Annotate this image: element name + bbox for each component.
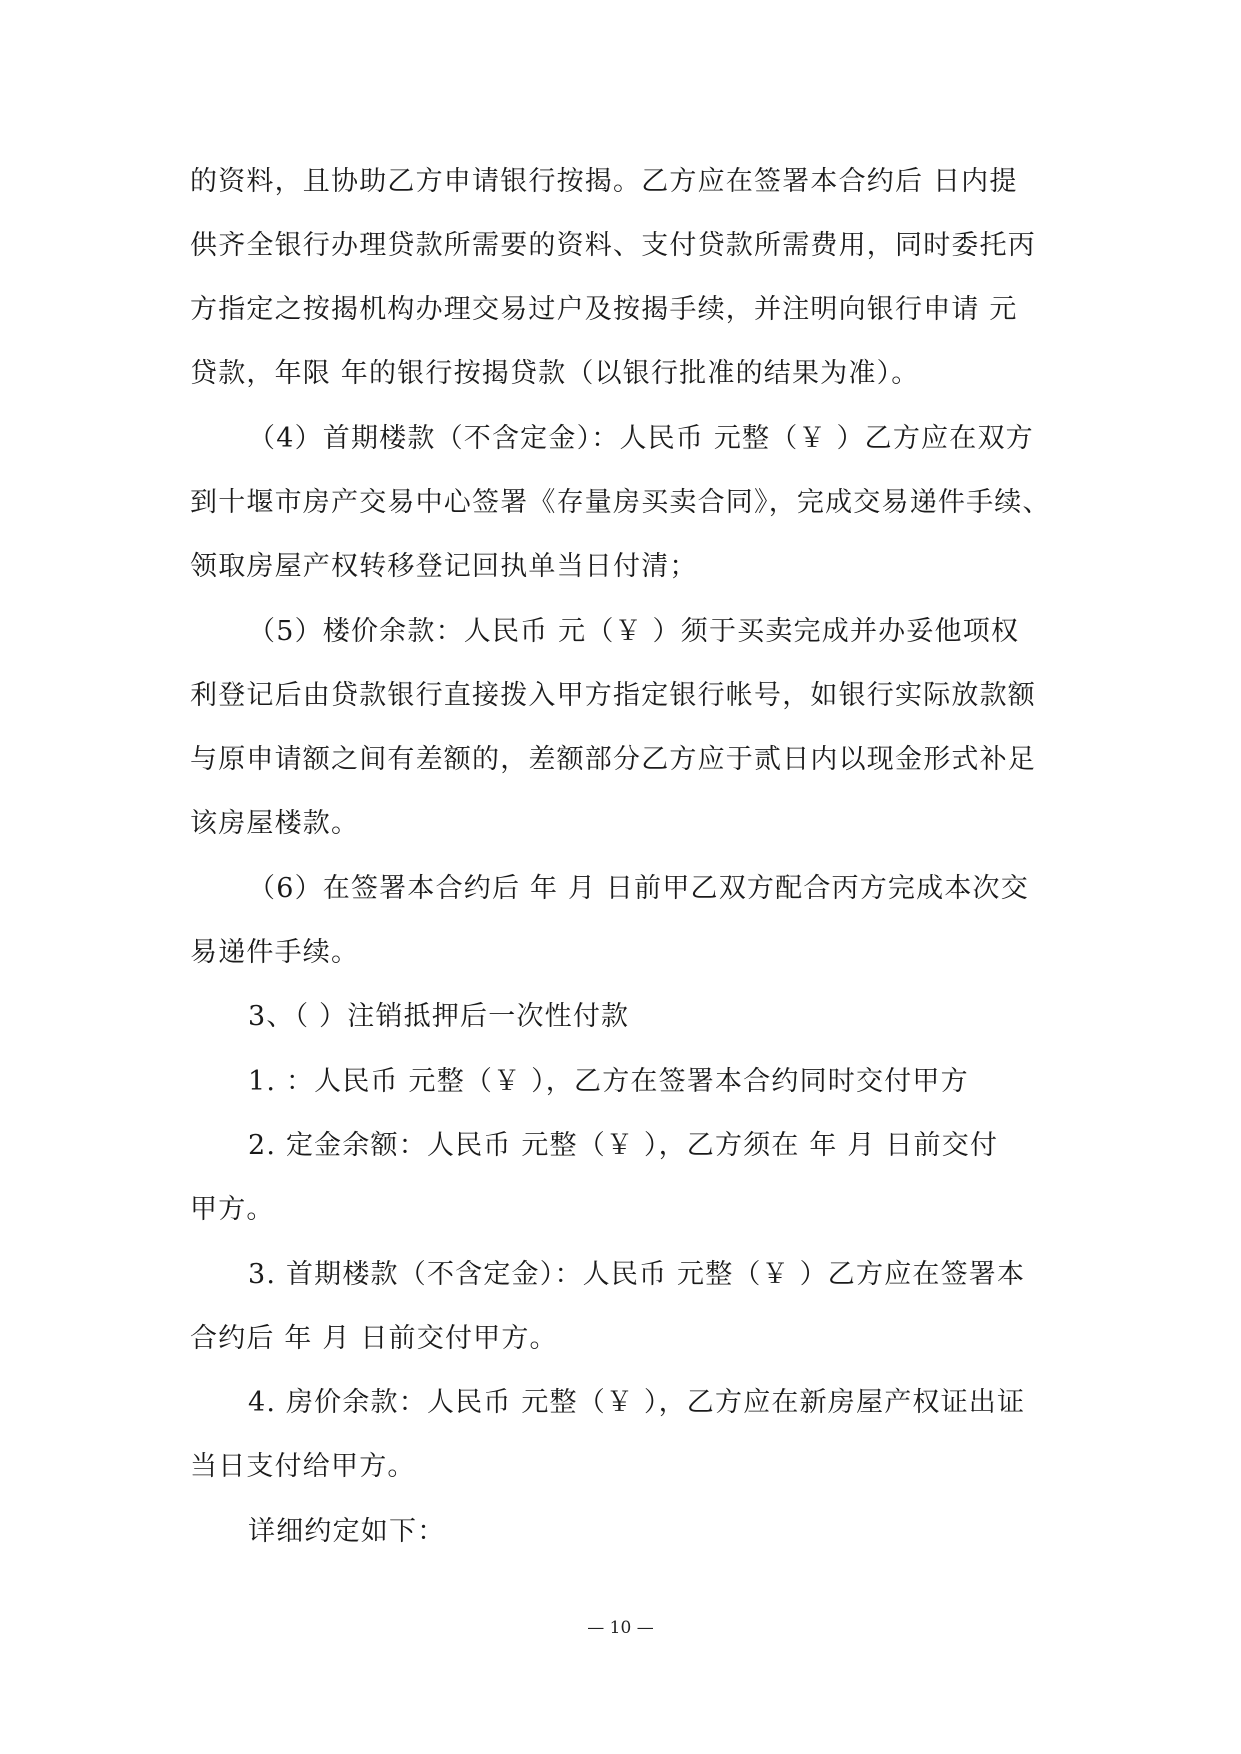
body-text-line: 该房屋楼款。 [190, 808, 360, 839]
body-text-line: 易递件手续。 [190, 937, 360, 968]
item-2-first-line: 2. 定金余额：人民币 元整（￥ ），乙方须在 年 月 日前交付 [248, 1130, 999, 1161]
paragraph-4-first-line: （4）首期楼款（不含定金）：人民币 元整（￥ ）乙方应在双方 [248, 423, 1034, 454]
item-4-first-line: 4. 房价余款：人民币 元整（￥ ），乙方应在新房屋产权证出证 [248, 1387, 1026, 1418]
page-number: — 10 — [587, 1618, 654, 1638]
closing-line: 详细约定如下： [248, 1516, 446, 1547]
body-text-line: 的资料，且协助乙方申请银行按揭。乙方应在签署本合约后 日内提 [190, 166, 1018, 197]
body-text-line: 贷款，年限 年的银行按揭贷款（以银行批准的结果为准）。 [190, 358, 920, 389]
body-text-line: 领取房屋产权转移登记回执单当日付清； [190, 551, 698, 582]
paragraph-5-first-line: （5）楼价余款：人民币 元（￥ ）须于买卖完成并办妥他项权 [248, 616, 1020, 647]
body-text-line: 甲方。 [190, 1194, 275, 1225]
body-text-line: 方指定之按揭机构办理交易过户及按揭手续，并注明向银行申请 元 [190, 294, 1018, 325]
section-3-heading: 3、（ ）注销抵押后一次性付款 [248, 1001, 630, 1032]
body-text-line: 合约后 年 月 日前交付甲方。 [190, 1323, 558, 1354]
body-text-line: 当日支付给甲方。 [190, 1451, 416, 1482]
body-text-line: 供齐全银行办理贷款所需要的资料、支付贷款所需费用，同时委托丙 [190, 230, 1036, 261]
item-1-line: 1. ：人民币 元整（￥ ），乙方在签署本合约同时交付甲方 [248, 1066, 969, 1097]
paragraph-6-first-line: （6）在签署本合约后 年 月 日前甲乙双方配合丙方完成本次交 [248, 873, 1029, 904]
body-text-line: 利登记后由贷款银行直接拨入甲方指定银行帐号，如银行实际放款额 [190, 680, 1036, 711]
body-text-line: 到十堰市房产交易中心签署《存量房买卖合同》，完成交易递件手续、 [190, 487, 1051, 518]
item-3-first-line: 3. 首期楼款（不含定金）：人民币 元整（￥ ）乙方应在签署本 [248, 1259, 1026, 1290]
body-text-line: 与原申请额之间有差额的，差额部分乙方应于贰日内以现金形式补足 [190, 744, 1036, 775]
